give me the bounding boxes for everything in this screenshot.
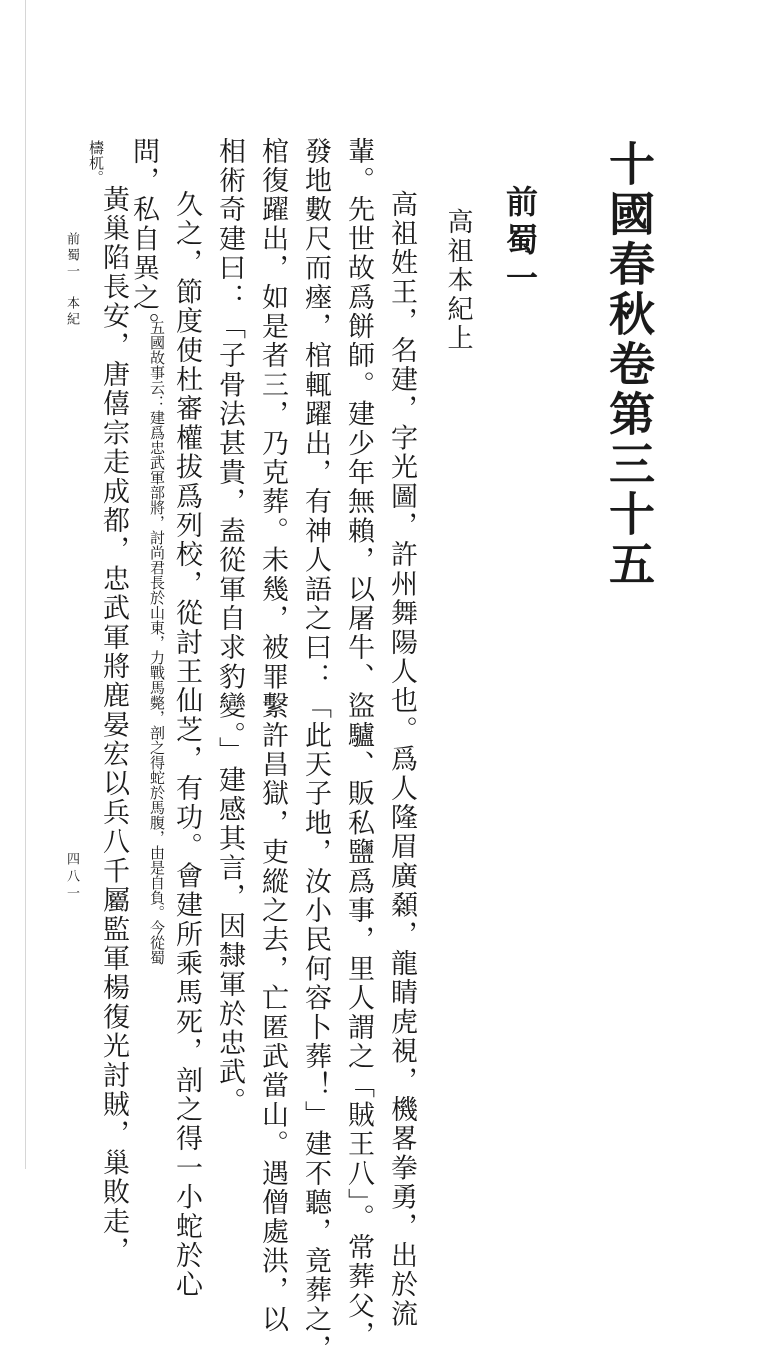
body-column-5: 相術奇建曰：「子骨法甚貴，盍從軍自求豹變。」建感其言，因隸軍於忠武。 — [214, 137, 245, 1117]
chapter-title: 高祖本紀上 — [443, 208, 473, 353]
page-edge-line — [25, 0, 26, 1169]
page-number: 四八一 — [64, 852, 79, 903]
annotation-note-left: 檮杌。 — [87, 140, 105, 185]
body-column-7-main: 問，私自異之。 — [128, 137, 159, 342]
running-footer: 前蜀一 本紀 — [64, 232, 79, 328]
book-title: 十國春秋卷第三十五 — [602, 140, 656, 590]
body-column-3: 發地數尺而瘞，棺輒躍出，有神人語之曰：「此天子地，汝小民何容卜葬！」建不聽，竟葬之， — [300, 137, 331, 1363]
body-column-6: 久之，節度使杜審權拔爲列校，從討王仙芝，有功。會建所乘馬死，剖之得一小蛇於心 — [171, 190, 202, 1300]
section-title: 前蜀一 — [501, 185, 539, 299]
body-column-4: 棺復躍出，如是者三，乃克葬。未幾，被罪繫許昌獄，吏縱之去，亡匿武當山。遇僧處洪，以 — [257, 137, 288, 1335]
annotation-note-right: 五國故事云：建爲忠武軍部將，討尚君長於山東，力戰馬斃，剖之得蛇於馬腹，由是自負。今從蜀 — [148, 320, 166, 965]
body-column-2: 輩。先世故爲餅師。建少年無賴，以屠牛、盜驢、販私鹽爲事，里人謂之「賊王八」。常葬父， — [343, 137, 374, 1350]
body-column-8: 黃巢陷長安，唐僖宗走成都，忠武軍將鹿晏宏以兵八千屬監軍楊復光討賊，巢敗走， — [98, 185, 129, 1266]
body-column-1: 高祖姓王，名建，字光圖，許州舞陽人也。爲人隆眉廣顙，龍睛虎視，機畧拳勇，出於流 — [386, 190, 417, 1329]
